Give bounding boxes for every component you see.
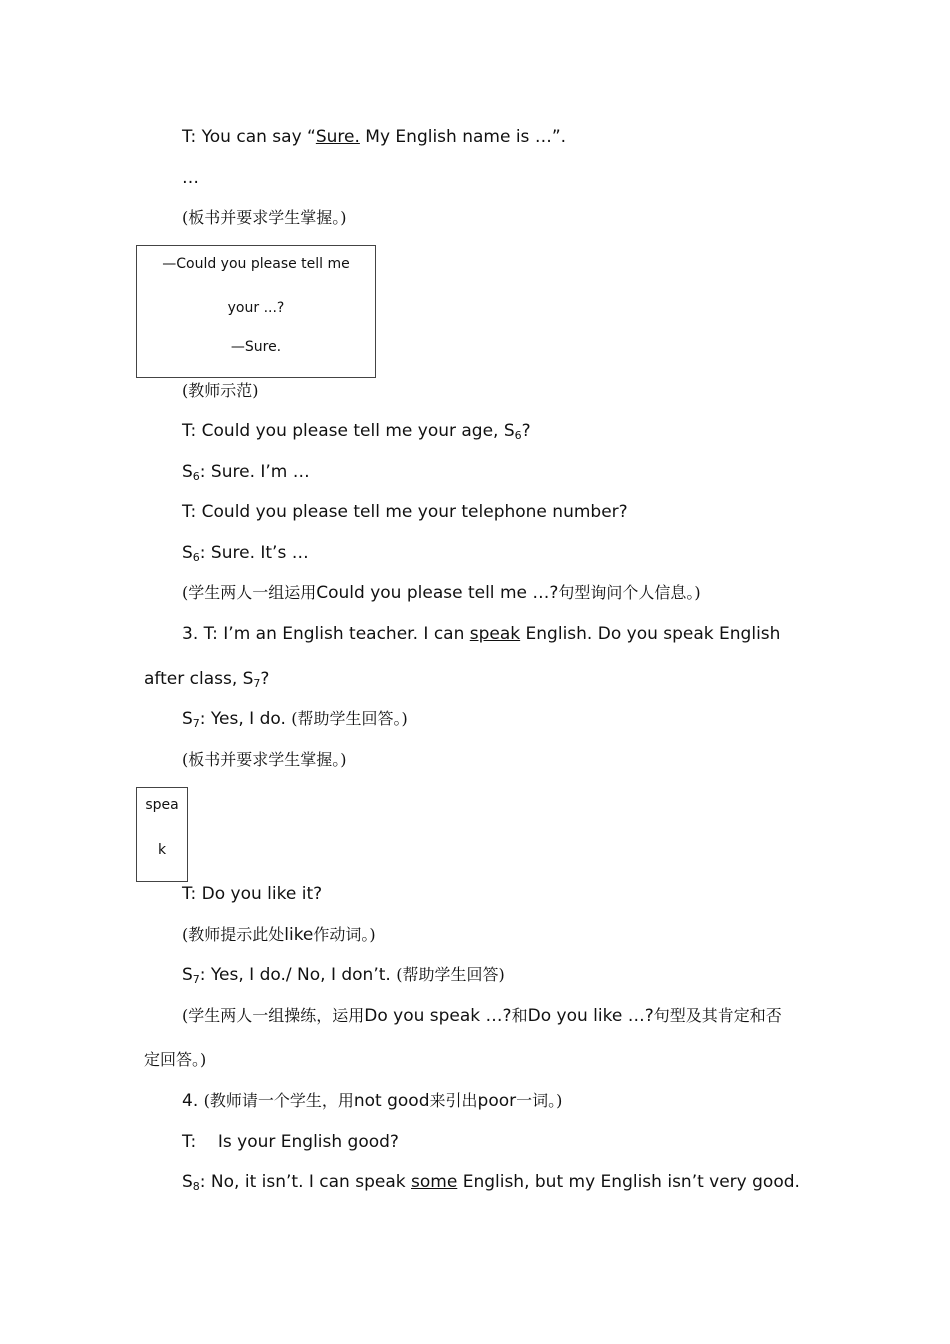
text-segment: after class, S <box>144 669 254 689</box>
ellipsis-line: … <box>182 168 199 188</box>
text-segment: T: Could you please tell me your age, S <box>182 421 515 441</box>
text-segment: : Yes, I do. <box>199 709 292 729</box>
line-step3-continued <box>144 668 269 690</box>
line-student-yes <box>182 708 408 730</box>
subscript: 7 <box>253 677 261 690</box>
text-segment: (教师提示此处 <box>182 925 285 944</box>
text-segment: (帮助学生回答。) <box>291 709 408 728</box>
box-line: —Sure. <box>230 339 282 355</box>
subscript: 7 <box>192 717 200 730</box>
text-segment: 4. <box>182 1091 204 1111</box>
text-segment: 来引出 <box>429 1091 478 1110</box>
line-student-age <box>182 461 310 483</box>
text-segment: S <box>182 462 193 482</box>
text-segment: S <box>182 1172 193 1192</box>
text-segment: 一词。) <box>516 1091 563 1110</box>
line-step4 <box>182 1090 562 1112</box>
text-segment: like <box>284 925 314 945</box>
text-segment: 3. T: I’m an English teacher. I can <box>182 624 470 644</box>
subscript: 7 <box>192 973 200 986</box>
line-teacher-good: T: Is your English good? <box>182 1132 399 1152</box>
text-segment: 句型及其肯定和否 <box>653 1006 782 1025</box>
blackboard-note: (板书并要求学生掌握。) <box>182 750 347 769</box>
blackboard-note: (板书并要求学生掌握。) <box>182 208 347 227</box>
text-segment: : Sure. I’m … <box>199 462 310 482</box>
line-teacher-like: T: Do you like it? <box>182 884 323 904</box>
teacher-hint-note <box>182 924 376 946</box>
text-segment: S <box>182 543 193 563</box>
text-segment: Do you like …? <box>527 1006 654 1026</box>
text-segment: : Yes, I do./ No, I don’t. <box>199 965 397 985</box>
text-segment: (学生两人一组运用 <box>182 583 317 602</box>
text-segment: not good <box>353 1091 430 1111</box>
line-student-some <box>182 1171 800 1193</box>
text-segment: English. Do you speak English <box>520 624 781 644</box>
line-step3-teacher <box>182 623 780 645</box>
subscript: 6 <box>514 429 522 442</box>
line-teacher-sure <box>182 126 566 148</box>
text-segment: ? <box>521 421 531 441</box>
blackboard-box-sentence <box>136 245 376 378</box>
text-segment: 和 <box>511 1006 528 1025</box>
pair-practice-note <box>182 1005 782 1027</box>
underlined-word-speak: speak <box>469 624 521 644</box>
text-segment: (帮助学生回答) <box>396 965 505 984</box>
text-segment: poor <box>477 1091 517 1111</box>
pair-work-note <box>182 582 701 604</box>
line-teacher-age <box>182 420 531 442</box>
blackboard-box-speak <box>136 787 188 882</box>
underlined-word-some: some <box>411 1172 458 1192</box>
text-segment: S <box>182 709 193 729</box>
teacher-demo-note: (教师示范) <box>182 381 259 400</box>
subscript: 8 <box>192 1180 200 1193</box>
text-segment: English, but my English isn’t very good. <box>457 1172 800 1192</box>
box-line: —Could you please tell me <box>162 256 350 272</box>
line-student-yes-no <box>182 964 505 986</box>
text-segment: T: You can say “ <box>182 127 316 147</box>
text-segment: 句型询问个人信息。) <box>558 583 701 602</box>
box-line: k <box>157 842 167 858</box>
subscript: 6 <box>192 470 200 483</box>
underlined-word-sure: Sure. <box>315 127 360 147</box>
text-segment: Could you please tell me …? <box>316 583 559 603</box>
pair-practice-note-continued: 定回答。) <box>144 1050 207 1069</box>
text-segment: : Sure. It’s … <box>199 543 309 563</box>
text-segment: My English name is …”. <box>359 127 567 147</box>
text-segment: ? <box>260 669 270 689</box>
subscript: 6 <box>192 551 200 564</box>
text-segment: (学生两人一组操练，运用 <box>182 1006 365 1025</box>
line-teacher-phone: T: Could you please tell me your telephone number? <box>182 502 628 522</box>
line-student-phone <box>182 542 309 564</box>
box-line: spea <box>145 797 179 813</box>
text-segment: : No, it isn’t. I can speak <box>199 1172 412 1192</box>
text-segment: S <box>182 965 193 985</box>
text-segment: 作动词。) <box>313 925 376 944</box>
box-line: your ...? <box>227 300 285 316</box>
text-segment: Do you speak …? <box>364 1006 512 1026</box>
text-segment: (教师请一个学生，用 <box>203 1091 354 1110</box>
